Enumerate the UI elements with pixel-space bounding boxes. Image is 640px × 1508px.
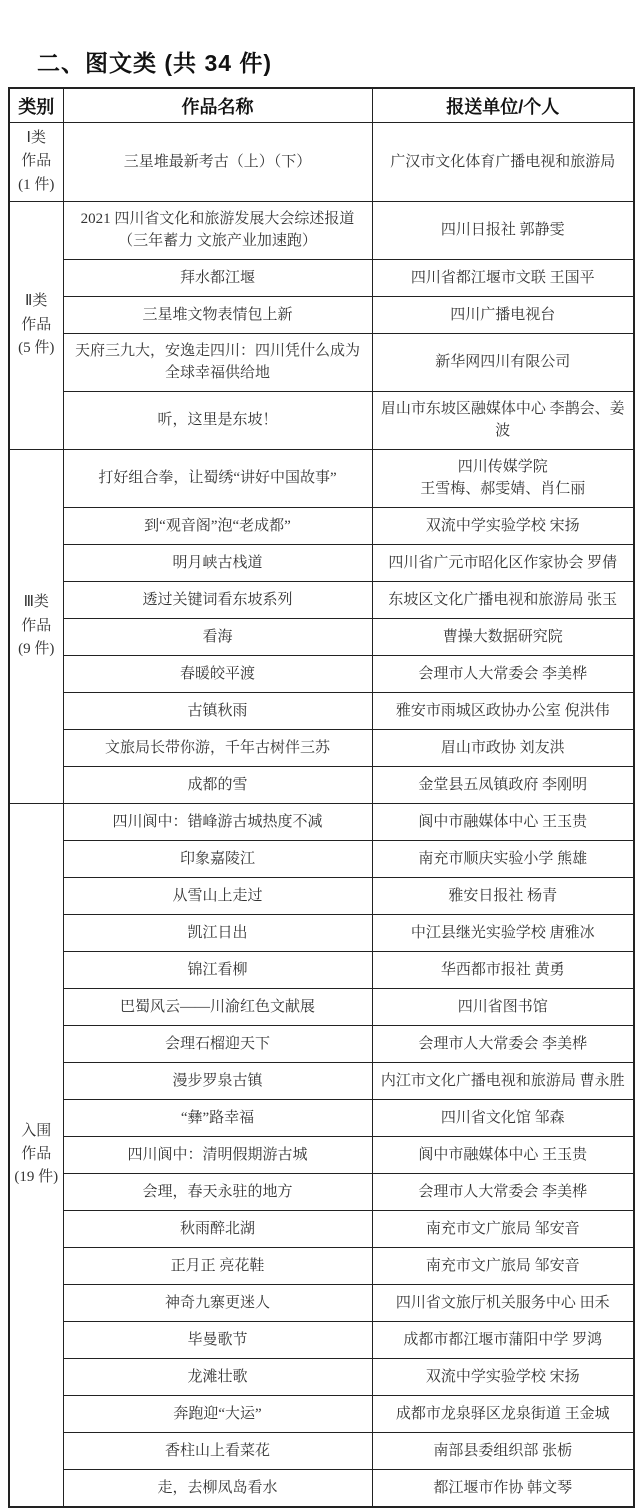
work-title: “彝”路幸福 <box>63 1099 372 1136</box>
submitter: 南充市文广旅局 邹安音 <box>372 1247 634 1284</box>
work-title: 拜水都江堰 <box>63 259 372 296</box>
table-row <box>9 1062 634 1099</box>
submitter-line: 四川传媒学院 <box>457 458 548 475</box>
table-row <box>9 507 634 544</box>
page-title: 二、图文类 (共 34 件) <box>37 50 273 76</box>
category-cell <box>9 449 63 803</box>
category-line: 作品 <box>21 316 52 333</box>
submitter: 南部县委组织部 张栃 <box>372 1432 634 1469</box>
work-title: 从雪山上走过 <box>63 877 372 914</box>
submitter: 雅安日报社 杨青 <box>372 877 634 914</box>
category-line: (5 件) <box>18 339 55 356</box>
category-cell <box>9 201 63 449</box>
work-title: 2021 四川省文化和旅游发展大会综述报道（三年蓄力 文旅产业加速跑） <box>63 201 372 259</box>
table-row <box>9 1432 634 1469</box>
table-row <box>9 1321 634 1358</box>
submitter: 成都市龙泉驿区龙泉街道 王金城 <box>372 1395 634 1432</box>
table-row <box>9 333 634 391</box>
table-row <box>9 1210 634 1247</box>
submitter: 雅安市雨城区政协办公室 倪洪伟 <box>372 692 634 729</box>
submitter: 四川省广元市昭化区作家协会 罗倩 <box>372 544 634 581</box>
submitter: 成都市都江堰市蒲阳中学 罗鸿 <box>372 1321 634 1358</box>
table-row <box>9 581 634 618</box>
table-row <box>9 1247 634 1284</box>
submitter: 中江县继光实验学校 唐雅冰 <box>372 914 634 951</box>
table-row <box>9 803 634 840</box>
submitter: 金堂县五凤镇政府 李刚明 <box>372 766 634 803</box>
submitter: 广汉市文化体育广播电视和旅游局 <box>372 123 634 202</box>
work-title: 三星堆最新考古（上）（下） <box>63 123 372 202</box>
work-title: 会理，春天永驻的地方 <box>63 1173 372 1210</box>
work-title: 古镇秋雨 <box>63 692 372 729</box>
work-title: 奔跑迎“大运” <box>63 1395 372 1432</box>
submitter: 会理市人大常委会 李美桦 <box>372 1025 634 1062</box>
submitter: 阆中市融媒体中心 王玉贵 <box>372 1136 634 1173</box>
table-row <box>9 914 634 951</box>
work-title: 锦江看柳 <box>63 951 372 988</box>
category-line: 入围 <box>21 1122 52 1139</box>
work-title: 文旅局长带你游，千年古树伴三苏 <box>63 729 372 766</box>
work-title: 听，这里是东坡！ <box>63 391 372 449</box>
work-title: 走，去柳凤岛看水 <box>63 1469 372 1507</box>
table-row <box>9 201 634 259</box>
submitter: 南充市文广旅局 邹安音 <box>372 1210 634 1247</box>
submitter: 四川省文旅厅机关服务中心 田禾 <box>372 1284 634 1321</box>
work-title: 四川阆中：清明假期游古城 <box>63 1136 372 1173</box>
submitter: 双流中学实验学校 宋扬 <box>372 1358 634 1395</box>
work-title: 明月峡古栈道 <box>63 544 372 581</box>
works-table <box>8 87 635 1508</box>
work-title: 秋雨醉北湖 <box>63 1210 372 1247</box>
table-row <box>9 123 634 202</box>
work-title: 香柱山上看菜花 <box>63 1432 372 1469</box>
category-line: Ⅰ类 <box>26 130 46 146</box>
work-title: 巴蜀风云——川渝红色文献展 <box>63 988 372 1025</box>
work-title: 印象嘉陵江 <box>63 840 372 877</box>
submitter <box>372 449 634 507</box>
work-title: 成都的雪 <box>63 766 372 803</box>
work-title: 三星堆文物表情包上新 <box>63 296 372 333</box>
submitter: 双流中学实验学校 宋扬 <box>372 507 634 544</box>
submitter: 四川省都江堰市文联 王国平 <box>372 259 634 296</box>
submitter: 眉山市东坡区融媒体中心 李鹊会、姜波 <box>372 391 634 449</box>
submitter: 眉山市政协 刘友洪 <box>372 729 634 766</box>
submitter: 阆中市融媒体中心 王玉贵 <box>372 803 634 840</box>
submitter: 四川广播电视台 <box>372 296 634 333</box>
table-row <box>9 1358 634 1395</box>
work-title: 四川阆中：错峰游古城热度不减 <box>63 803 372 840</box>
category-line: Ⅲ类 <box>23 594 49 611</box>
table-row <box>9 259 634 296</box>
table-row <box>9 951 634 988</box>
table-row <box>9 1284 634 1321</box>
submitter: 都江堰市作协 韩文琴 <box>372 1469 634 1507</box>
category-cell <box>9 803 63 1507</box>
table-row <box>9 692 634 729</box>
table-row <box>9 988 634 1025</box>
submitter: 四川省图书馆 <box>372 988 634 1025</box>
table-row <box>9 1173 634 1210</box>
col-header-submitter: 报送单位/个人 <box>372 88 634 123</box>
table-row <box>9 1136 634 1173</box>
table-row <box>9 655 634 692</box>
category-line: (19 件) <box>14 1169 59 1186</box>
submitter: 四川省文化馆 邹森 <box>372 1099 634 1136</box>
work-title: 神奇九寨更迷人 <box>63 1284 372 1321</box>
table-row <box>9 766 634 803</box>
submitter: 内江市文化广播电视和旅游局 曹永胜 <box>372 1062 634 1099</box>
category-line: 作品 <box>21 153 52 170</box>
category-cell <box>9 123 63 202</box>
submitter: 新华网四川有限公司 <box>372 333 634 391</box>
submitter: 会理市人大常委会 李美桦 <box>372 655 634 692</box>
category-line: (1 件) <box>18 176 55 193</box>
col-header-category: 类别 <box>9 88 63 123</box>
submitter: 东坡区文化广播电视和旅游局 张玉 <box>372 581 634 618</box>
work-title: 春暖皎平渡 <box>63 655 372 692</box>
submitter: 曹操大数据研究院 <box>372 618 634 655</box>
work-title: 正月正 亮花鞋 <box>63 1247 372 1284</box>
category-line: 作品 <box>21 617 52 634</box>
table-header <box>9 88 634 123</box>
table-row <box>9 391 634 449</box>
category-line: (9 件) <box>18 640 55 657</box>
table-row <box>9 544 634 581</box>
table-row <box>9 1469 634 1507</box>
work-title: 天府三九大，安逸走四川：四川凭什么成为全球幸福供给地 <box>63 333 372 391</box>
table-row <box>9 729 634 766</box>
work-title: 到“观音阁”泡“老成都” <box>63 507 372 544</box>
submitter: 四川日报社 郭静雯 <box>372 201 634 259</box>
table-row <box>9 618 634 655</box>
work-title: 会理石榴迎天下 <box>63 1025 372 1062</box>
submitter: 南充市顺庆实验小学 熊雄 <box>372 840 634 877</box>
col-header-work: 作品名称 <box>63 88 372 123</box>
table-row <box>9 296 634 333</box>
work-title: 看海 <box>63 618 372 655</box>
work-title: 毕曼歌节 <box>63 1321 372 1358</box>
table-row <box>9 449 634 507</box>
table-body <box>9 123 634 1507</box>
table-row <box>9 877 634 914</box>
submitter: 华西都市报社 黄勇 <box>372 951 634 988</box>
category-line: Ⅱ类 <box>25 293 48 310</box>
table-row <box>9 1025 634 1062</box>
work-title: 漫步罗泉古镇 <box>63 1062 372 1099</box>
submitter: 会理市人大常委会 李美桦 <box>372 1173 634 1210</box>
submitter-line: 王雪梅、郝雯婧、肖仁丽 <box>420 481 586 498</box>
table-row <box>9 1099 634 1136</box>
category-line: 作品 <box>21 1146 52 1163</box>
work-title: 透过关键词看东坡系列 <box>63 581 372 618</box>
work-title: 龙滩壮歌 <box>63 1358 372 1395</box>
work-title: 打好组合拳，让蜀绣“讲好中国故事” <box>63 449 372 507</box>
table-row <box>9 1395 634 1432</box>
table-row <box>9 840 634 877</box>
work-title: 凯江日出 <box>63 914 372 951</box>
header-row <box>9 88 634 123</box>
